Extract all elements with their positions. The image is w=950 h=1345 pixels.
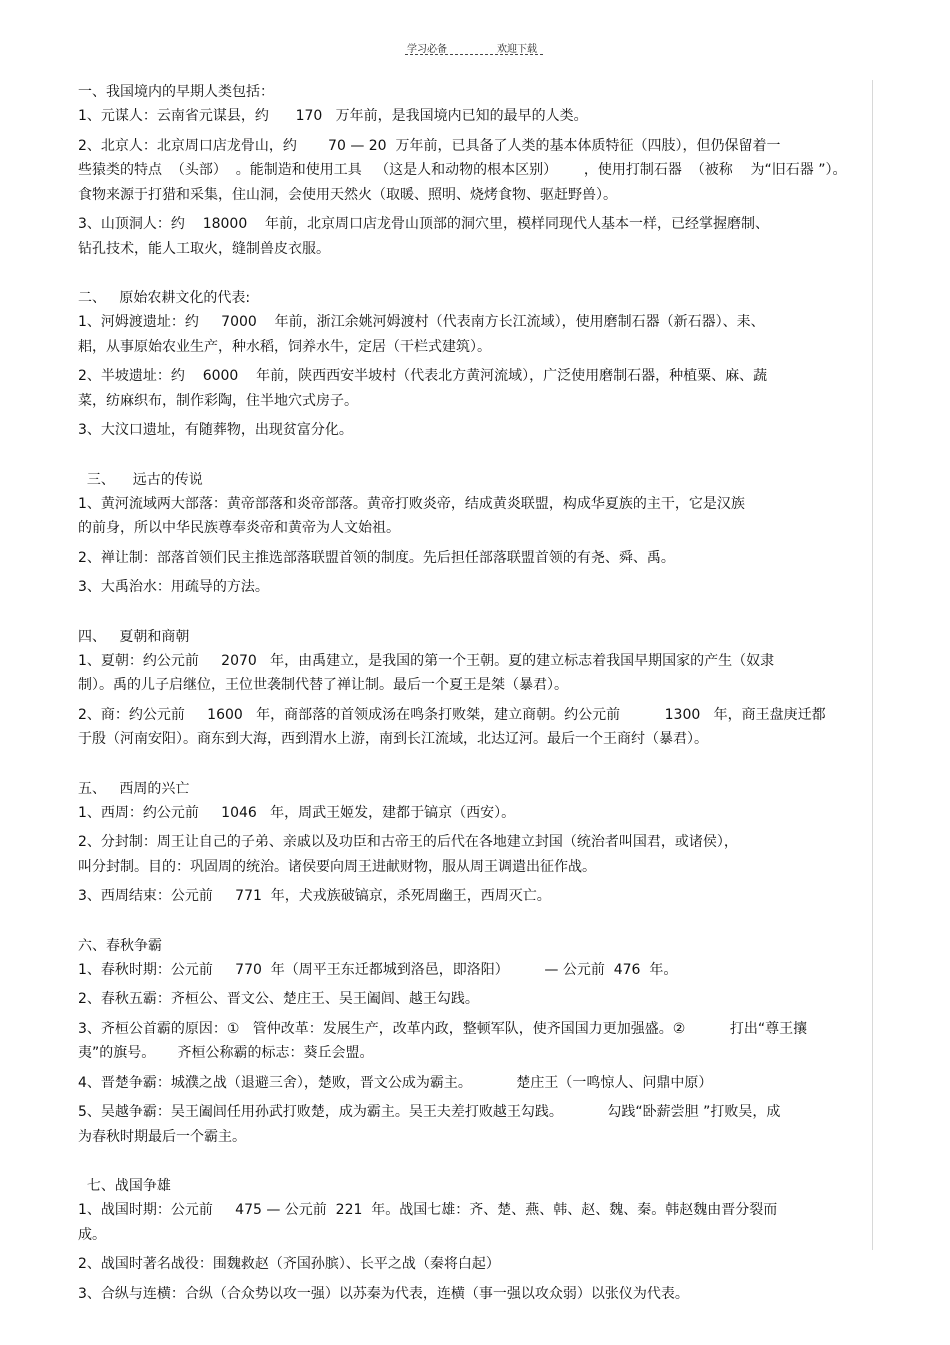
list-item (78, 958, 878, 983)
section-heading: 四、 夏朝和商朝 (78, 628, 190, 645)
section-heading: 七、战国争雄 (78, 1178, 171, 1194)
section (78, 468, 878, 600)
text-line: 5、吴越争霸：吴王阖闾任用孙武打败楚，成为霸主。吴王夫差打败越王勾践。 勾践“卧薪尝胆 ”打败吴，成 (78, 1104, 781, 1120)
section (78, 1174, 878, 1306)
page-header (405, 40, 545, 58)
text-line: 食物来源于打猎和采集，住山洞，会使用天然火（取暖、照明、烧烤食物、驱赶野兽）。 (78, 186, 617, 203)
text-line: 1、黄河流域两大部落：黄帝部落和炎帝部落。黄帝打败炎帝，结成黄炎联盟，构成华夏族的主干，它是汉族 (78, 495, 745, 512)
section-heading: 一、我国境内的早期人类包括： (78, 84, 274, 100)
list-item (78, 1071, 878, 1096)
text-line: 3、西周结束：公元前 771 年，犬戎族破镐京，杀死周幽王，西周灭亡。 (78, 888, 551, 904)
text-line: 2、分封制：周王让自己的子弟、亲戚以及功臣和古帝王的后代在各地建立封国（统治者叫国君，或诸侯）， (78, 834, 738, 850)
list-item (78, 492, 878, 541)
text-line: 的前身，所以中华民族尊奉炎帝和黄帝为人文始祖。 (78, 520, 400, 536)
header-divider (405, 54, 543, 55)
list-item (78, 1198, 878, 1247)
section (78, 286, 878, 443)
list-item (78, 649, 878, 698)
list-item (78, 830, 878, 879)
section (78, 80, 878, 261)
list-item (78, 310, 878, 359)
list-item (78, 212, 878, 261)
text-line: 1、夏朝：约公元前 2070 年，由禹建立，是我国的第一个王朝。夏的建立标志着我国早期国家的产生（奴隶 (78, 652, 775, 669)
list-item (78, 1017, 878, 1066)
section-heading: 三、 远古的传说 (78, 471, 203, 488)
text-line: 3、合纵与连横：合纵（合众势以攻一强）以苏秦为代表，连横（事一强以攻众弱）以张仪为代表。 (78, 1285, 689, 1302)
text-line: 2、北京人：北京周口店龙骨山，约 70 — 20 万年前，已具备了人类的基本体质特征（四肢），但仍保留着一 (78, 137, 781, 154)
text-line: 3、山顶洞人：约 18000 年前，北京周口店龙骨山顶部的洞穴里，模样同现代人基本一样，已经掌握磨制、 (78, 216, 770, 232)
text-line: 3、大汶口遗址，有随葬物，出现贫富分化。 (78, 422, 353, 438)
text-line: 耜，从事原始农业生产，种水稻，饲养水牛，定居（干栏式建筑）。 (78, 338, 491, 355)
section (78, 625, 878, 752)
list-item (78, 1100, 878, 1149)
text-line: 3、齐桓公首霸的原因：① 管仲改革：发展生产，改革内政，整顿军队，使齐国国力更加强盛。② 打出“尊王攘 (78, 1020, 808, 1037)
section (78, 934, 878, 1150)
text-line: 2、商：约公元前 1600 年，商部落的首领成汤在鸣条打败桀，建立商朝。约公元前 1300 年，商王盘庚迁都 (78, 706, 826, 723)
text-line: 4、晋楚争霸：城濮之战（退避三舍），楚败，晋文公成为霸主。 楚庄王（一鸣惊人、问鼎中原） (78, 1074, 713, 1091)
text-line: 为春秋时期最后一个霸主。 (78, 1128, 246, 1145)
text-line: 制）。禹的儿子启继位，王位世袭制代替了禅让制。最后一个夏王是桀（暴君）。 (78, 677, 568, 693)
text-line: 1、河姆渡遗址：约 7000 年前，浙江余姚河姆渡村（代表南方长江流域），使用磨制石器（新石器）、耒、 (78, 314, 765, 330)
text-line: 2、半坡遗址：约 6000 年前，陕西西安半坡村（代表北方黄河流域），广泛使用磨制石器，种植粟、麻、蔬 (78, 368, 768, 384)
document-body (78, 80, 878, 1306)
text-line: 钻孔技术，能人工取火，缝制兽皮衣服。 (78, 240, 330, 257)
text-line: 1、春秋时期：公元前 770 年（周平王东迁都城到洛邑，即洛阳） — 公元前 476 年。 (78, 961, 678, 978)
text-line: 叫分封制。目的：巩固周的统治。诸侯要向周王进献财物，服从周王调遣出征作战。 (78, 858, 596, 875)
text-line: 夷”的旗号。 齐桓公称霸的标志：葵丘会盟。 (78, 1045, 374, 1061)
list-item (78, 134, 878, 208)
list-item (78, 884, 878, 909)
list-item (78, 104, 878, 129)
text-line: 于殷（河南安阳）。商东到大海，西到渭水上游，南到长江流域，北达辽河。最后一个王商纣（暴君）。 (78, 731, 708, 747)
text-line: 成。 (78, 1226, 106, 1243)
section (78, 777, 878, 909)
list-item (78, 1252, 878, 1277)
list-item (78, 364, 878, 413)
list-item (78, 546, 878, 571)
text-line: 3、大禹治水：用疏导的方法。 (78, 579, 269, 595)
text-line: 2、战国时著名战役：围魏救赵（齐国孙膑）、长平之战（秦将白起） (78, 1256, 500, 1272)
text-line: 1、西周：约公元前 1046 年，周武王姬发，建都于镐京（西安）。 (78, 804, 516, 821)
list-item (78, 575, 878, 600)
text-line: 1、元谋人：云南省元谋县，约 170 万年前，是我国境内已知的最早的人类。 (78, 108, 588, 124)
list-item (78, 418, 878, 443)
header-left-text: 学习必备 (407, 44, 447, 55)
header-right-text: 欢迎下载 (497, 44, 537, 55)
section-heading: 二、 原始农耕文化的代表: (78, 290, 251, 306)
section-heading: 五、 西周的兴亡 (78, 780, 190, 797)
text-line: 些猿类的特点 （头部） 。能制造和使用工具 （这是人和动物的根本区别） ，使用打制石器 （被称 为“旧石器 ”）。 (78, 162, 847, 178)
text-line: 2、春秋五霸：齐桓公、晋文公、楚庄王、吴王阖闾、越王勾践。 (78, 991, 479, 1007)
text-line: 1、战国时期：公元前 475 — 公元前 221 年。战国七雄：齐、楚、燕、韩、赵、魏、秦。韩赵魏由晋分裂而 (78, 1202, 778, 1218)
list-item (78, 987, 878, 1012)
section-heading: 六、春秋争霸 (78, 937, 162, 954)
list-item (78, 801, 878, 826)
list-item (78, 703, 878, 752)
list-item (78, 1282, 878, 1307)
text-line: 2、禅让制：部落首领们民主推选部落联盟首领的制度。先后担任部落联盟首领的有尧、舜、禹。 (78, 549, 675, 566)
text-line: 菜，纺麻织布，制作彩陶，住半地穴式房子。 (78, 392, 358, 409)
